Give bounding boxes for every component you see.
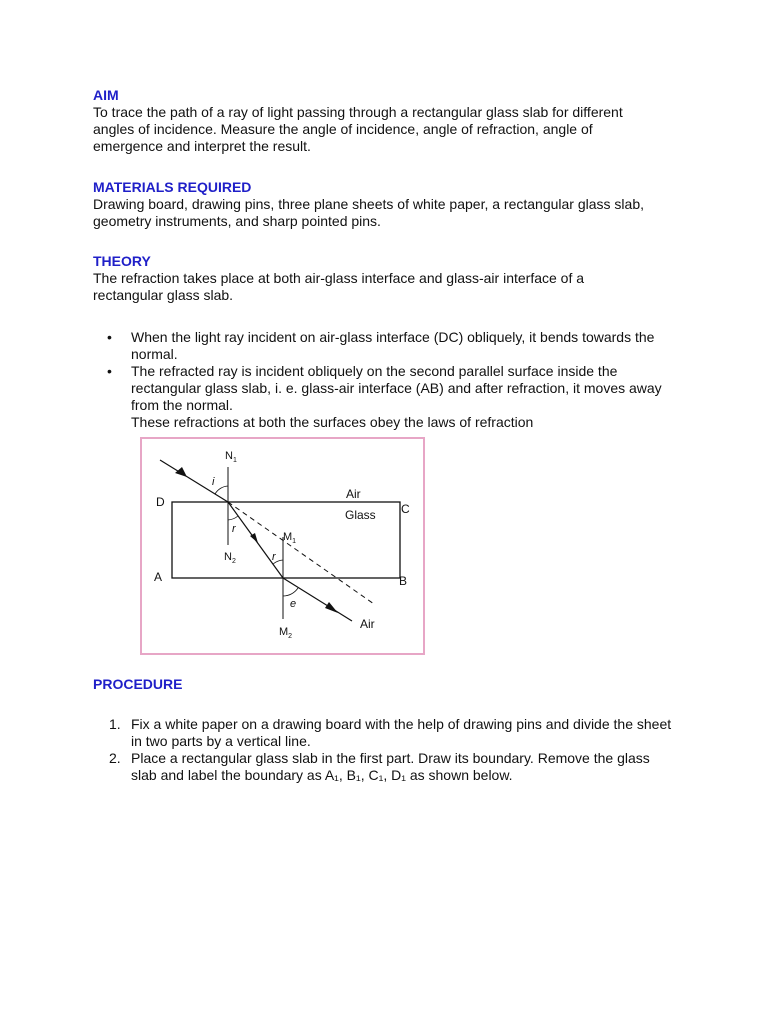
label-b: B [399, 574, 408, 588]
refraction-diagram [140, 437, 425, 655]
aim-heading: AIM [93, 87, 119, 103]
label-m2: $M_2$ [279, 626, 293, 640]
materials-text: Drawing board, drawing pins, three plane sheets of white paper, a rectangular glass slab, geometry instruments, and sharp pointed pins. [93, 196, 644, 229]
theory-note: These refractions at both the surfaces obey the laws of refraction [131, 414, 534, 430]
step-number: 1. [109, 716, 121, 732]
label-air-top: Air [346, 487, 361, 501]
label-m1: $M_1$ [283, 531, 297, 545]
label-n1: $N_1$ [225, 450, 237, 464]
theory-text: The refraction takes place at both air-glass interface and glass-air interface of a rectangular glass slab. [93, 270, 585, 303]
list-item [93, 716, 678, 750]
label-d: D [156, 495, 165, 509]
angle-i-arc [215, 486, 228, 494]
theory-bullets [93, 329, 663, 431]
label-r2: r [272, 551, 276, 563]
arrow-icon [325, 602, 338, 613]
angle-e-arc [283, 588, 298, 596]
list-item [93, 750, 678, 784]
refraction-diagram-svg [142, 439, 423, 653]
label-air-bottom: Air [360, 617, 375, 631]
label-i: i [212, 476, 215, 488]
materials-section [93, 179, 693, 230]
label-glass: Glass [345, 508, 376, 522]
step-text: Place a rectangular glass slab in the first part. Draw its boundary. Remove the glass slab and label the boundary as A₁, B₁, C₁, D₁ as shown below. [131, 750, 650, 783]
label-n2: $N_2$ [224, 551, 236, 565]
procedure-heading: PROCEDURE [93, 676, 183, 692]
aim-text: To trace the path of a ray of light passing through a rectangular glass slab for different angles of incidence. Measure the angle of incidence, angle of refraction, angle of emergence and interpret the result. [93, 104, 623, 154]
aim-section [93, 87, 693, 155]
bullet-text: The refracted ray is incident obliquely on the second parallel surface inside the rectangular glass slab, i. e. glass-air interface (AB) and after refraction, it moves away from the normal. [131, 363, 662, 413]
procedure-steps [93, 716, 678, 784]
label-a: A [154, 570, 163, 584]
bullet-text: When the light ray incident on air-glass interface (DC) obliquely, it bends towards the normal. [131, 329, 655, 362]
list-item [93, 329, 663, 363]
procedure-section [93, 676, 693, 693]
theory-section [93, 253, 693, 304]
arrow-icon [175, 467, 187, 477]
bullet-icon: • [107, 363, 112, 379]
list-item [93, 363, 663, 431]
angle-r-arc [228, 516, 238, 520]
label-c: C [401, 502, 410, 516]
step-text: Fix a white paper on a drawing board with the help of drawing pins and divide the sheet in two parts by a vertical line. [131, 716, 672, 749]
step-number: 2. [109, 750, 121, 766]
theory-heading: THEORY [93, 253, 151, 269]
label-r1: r [232, 523, 236, 535]
bullet-icon: • [107, 329, 112, 345]
incident-ray [160, 460, 228, 502]
label-e: e [290, 598, 297, 610]
materials-heading: MATERIALS REQUIRED [93, 179, 252, 195]
